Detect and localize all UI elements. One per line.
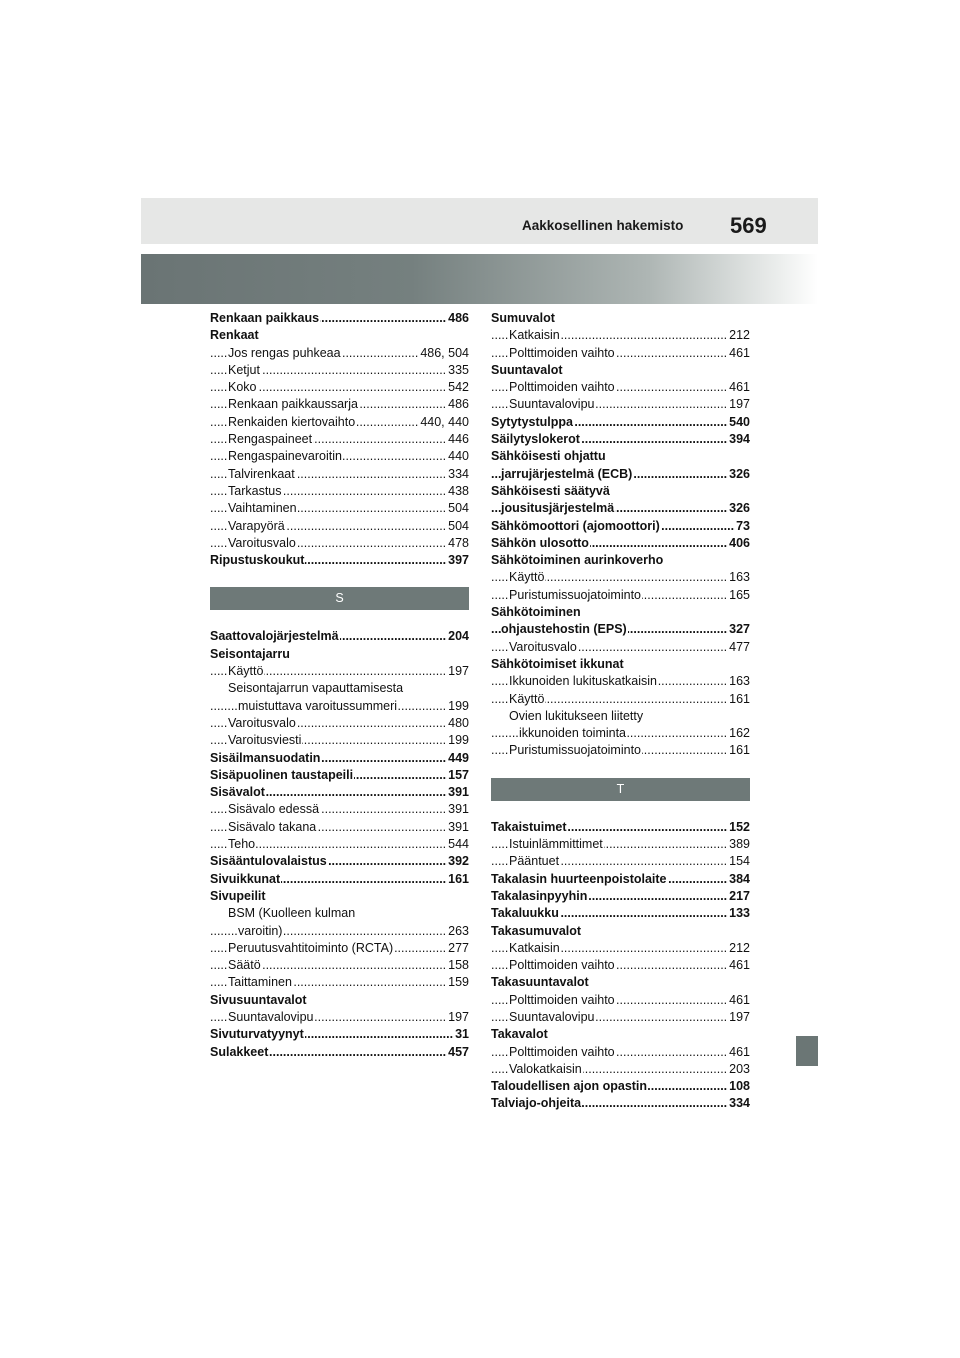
index-entry — [210, 974, 469, 991]
index-entry-term: Sisäpuolinen taustapeili — [210, 767, 354, 782]
index-entry-page[interactable]: 327 — [728, 621, 750, 638]
index-entry-page[interactable]: 161 — [728, 691, 750, 708]
index-entry-term: Ketjut — [228, 362, 260, 377]
index-entry-term: Suuntavalot — [491, 362, 563, 377]
index-entry — [491, 957, 750, 974]
section-title: Aakkosellinen hakemisto — [522, 218, 684, 233]
index-entry — [210, 992, 469, 1009]
index-entry — [491, 673, 750, 690]
index-entry — [491, 888, 750, 905]
index-entry-term: Sivupeilit — [210, 888, 266, 903]
index-entry-page[interactable]: 159 — [447, 974, 469, 991]
index-entry-page[interactable]: 263 — [447, 923, 469, 940]
index-entry-term: Ripustuskoukut — [210, 553, 305, 568]
index-entry-page[interactable]: 326 — [728, 466, 750, 483]
index-entry-page[interactable]: 161 — [728, 742, 750, 759]
index-column-left — [210, 310, 469, 1061]
index-entry — [491, 414, 750, 431]
index-entry-page[interactable]: 461 — [728, 957, 750, 974]
index-entry-page[interactable]: 406 — [728, 535, 750, 552]
index-entry-page[interactable]: 504 — [447, 518, 469, 535]
index-entry — [210, 310, 469, 327]
index-entry-page[interactable]: 540 — [728, 414, 750, 431]
index-entry-page[interactable]: 542 — [447, 379, 469, 396]
index-entry-term: Katkaisin — [509, 328, 560, 343]
index-entry-page[interactable]: 461 — [728, 379, 750, 396]
index-entry-term: Sulakkeet — [210, 1044, 269, 1059]
index-entry-term: Käyttö — [228, 664, 264, 679]
index-entry-term: ikkunoiden toiminta — [519, 726, 627, 741]
index-entry — [491, 819, 750, 836]
index-entry-term: varoitin) — [238, 923, 283, 938]
index-entry-term: Koko — [228, 380, 257, 395]
index-entry-page[interactable]: 461 — [728, 992, 750, 1009]
index-entry — [210, 698, 469, 715]
index-entry — [491, 604, 750, 621]
index-entry-term: Polttimoiden vaihto — [509, 380, 615, 395]
index-entry-term: Talviajo-ohjeita — [491, 1096, 582, 1111]
chapter-tab — [796, 1036, 818, 1066]
index-entry — [210, 819, 469, 836]
index-entry-page[interactable]: 391 — [447, 784, 469, 801]
index-entry — [491, 379, 750, 396]
index-entry — [210, 345, 469, 362]
index-entry-term: Ovien lukitukseen liitetty — [509, 708, 644, 723]
index-entry — [491, 466, 750, 483]
index-entry — [491, 940, 750, 957]
index-entry-term: Sivuturvatyynyt — [210, 1027, 304, 1042]
index-entry — [210, 923, 469, 940]
index-entry — [210, 1026, 469, 1043]
index-entry-term: Suuntavalovipu — [228, 1009, 314, 1024]
index-entry-page[interactable]: 197 — [728, 1009, 750, 1026]
index-entry-term: Sähkön ulosotto — [491, 535, 589, 550]
index-entry — [210, 379, 469, 396]
index-entry-term: BSM (Kuolleen kulman — [228, 906, 356, 921]
index-entry-page[interactable]: 486, 504 — [419, 345, 469, 362]
index-entry-term: Polttimoiden vaihto — [509, 1044, 615, 1059]
index-entry-term: Vaihtaminen — [228, 501, 297, 516]
index-entry-page[interactable]: 161 — [447, 871, 469, 888]
index-entry-term: Taloudellisen ajon opastin — [491, 1079, 648, 1094]
index-entry-page[interactable]: 157 — [447, 767, 469, 784]
index-entry-term: Varoitusvalo — [509, 639, 577, 654]
index-entry-term: Sytytystulppa — [491, 414, 573, 429]
index-entry-page[interactable]: 334 — [447, 466, 469, 483]
index-entry-term: Talvirenkaat — [228, 466, 295, 481]
index-entry — [491, 483, 750, 500]
index-entry — [210, 871, 469, 888]
index-entry-term: Sisävalo takana — [228, 819, 317, 834]
index-entry — [210, 1009, 469, 1026]
index-entry — [210, 905, 469, 922]
index-entry — [491, 1044, 750, 1061]
index-entry-term: Sisävalo edessä — [228, 802, 320, 817]
index-entry — [491, 448, 750, 465]
index-entry-term: Pääntuet — [509, 854, 560, 869]
index-entry-term: Varapyörä — [228, 518, 285, 533]
index-entry — [491, 621, 750, 638]
index-entry-page[interactable]: 152 — [728, 819, 750, 836]
index-entry-page[interactable]: 197 — [447, 1009, 469, 1026]
index-entry-page[interactable]: 394 — [728, 431, 750, 448]
index-entry — [210, 362, 469, 379]
index-entry-page[interactable]: 389 — [728, 836, 750, 853]
index-entry — [491, 569, 750, 586]
index-entry-page[interactable]: 478 — [447, 535, 469, 552]
index-entry — [210, 500, 469, 517]
index-entry — [491, 327, 750, 344]
index-entry-term: Käyttö — [509, 570, 545, 585]
index-entry — [210, 431, 469, 448]
index-entry-page[interactable]: 391 — [447, 819, 469, 836]
index-entry — [210, 767, 469, 784]
index-entry-term: Peruutusvahtitoiminto (RCTA) — [228, 940, 394, 955]
section-letter-s: S — [210, 587, 469, 610]
index-entry — [210, 628, 469, 645]
decorative-band — [141, 254, 818, 304]
index-entry — [210, 715, 469, 732]
index-entry — [491, 1009, 750, 1026]
index-entry-term: Taittaminen — [228, 975, 292, 990]
index-entry — [491, 905, 750, 922]
index-entry — [491, 535, 750, 552]
index-entry-term: Rengaspainevaroitin — [228, 449, 342, 464]
index-entry — [491, 1095, 750, 1112]
index-entry — [491, 396, 750, 413]
index-entry-page[interactable]: 199 — [447, 732, 469, 749]
index-entry-page[interactable]: 486 — [447, 310, 469, 327]
index-entry — [210, 801, 469, 818]
index-entry — [491, 974, 750, 991]
index-entry-page[interactable]: 438 — [447, 483, 469, 500]
index-entry-term: Polttimoiden vaihto — [509, 992, 615, 1007]
index-entry — [491, 431, 750, 448]
index-entry-term: Sähköisesti ohjattu — [491, 449, 606, 464]
index-entry — [210, 448, 469, 465]
index-entry-page[interactable]: 326 — [728, 500, 750, 517]
index-entry — [491, 691, 750, 708]
index-entry-term: Takaluukku — [491, 906, 559, 921]
index-entry-term: Tarkastus — [228, 483, 282, 498]
index-entry-term: jousitusjärjestelmä — [501, 501, 615, 516]
index-entry-page[interactable]: 277 — [447, 940, 469, 957]
index-entry-term: Takavalot — [491, 1027, 548, 1042]
index-entry-term: Sähkömoottori (ajomoottori) — [491, 518, 660, 533]
index-entry-page[interactable]: 392 — [447, 853, 469, 870]
index-entry-term: ohjaustehostin (EPS) — [501, 622, 627, 637]
index-entry-term: Katkaisin — [509, 940, 560, 955]
index-entry-page[interactable]: 335 — [447, 362, 469, 379]
index-entry-page[interactable]: 204 — [447, 628, 469, 645]
index-entry-page[interactable]: 212 — [728, 327, 750, 344]
index-entry-term: Takasuuntavalot — [491, 975, 589, 990]
index-entry-term: muistuttava varoitussummeri — [238, 698, 398, 713]
index-entry-term: Istuinlämmittimet — [509, 837, 603, 852]
index-entry-term: Ikkunoiden lukituskatkaisin — [509, 674, 657, 689]
index-entry — [210, 466, 469, 483]
index-entry — [210, 940, 469, 957]
page-number: 569 — [730, 213, 767, 238]
index-entry-page[interactable]: 165 — [728, 587, 750, 604]
index-entry — [210, 836, 469, 853]
index-entry — [491, 1061, 750, 1078]
index-entry — [491, 552, 750, 569]
index-entry — [491, 742, 750, 759]
index-entry-term: Puristumissuojatoiminto — [509, 587, 641, 602]
index-entry-term: Renkaat — [210, 328, 259, 343]
index-entry — [210, 535, 469, 552]
index-entry-term: Sähköisesti säätyvä — [491, 483, 610, 498]
index-entry-page[interactable]: 446 — [447, 431, 469, 448]
index-entry-term: Sivusuuntavalot — [210, 992, 307, 1007]
index-entry — [210, 680, 469, 697]
index-entry-page[interactable]: 154 — [728, 853, 750, 870]
index-entry — [210, 327, 469, 344]
index-entry-term: Säätö — [228, 958, 261, 973]
index-entry-page[interactable]: 197 — [728, 396, 750, 413]
index-entry-term: Varoitusviesti — [228, 733, 302, 748]
index-entry-term: Takalasin huurteenpoistolaite — [491, 871, 667, 886]
index-entry-page[interactable]: 440 — [447, 448, 469, 465]
index-entry-term: Saattovalojärjestelmä — [210, 629, 339, 644]
index-entry — [491, 518, 750, 535]
index-entry-term: Puristumissuojatoiminto — [509, 743, 641, 758]
index-entry-term: jarrujärjestelmä (ECB) — [501, 466, 633, 481]
index-entry — [210, 957, 469, 974]
index-entry-page[interactable]: 203 — [728, 1061, 750, 1078]
index-entry-term: Varoitusvalo — [228, 535, 296, 550]
index-entry-term: Sähkötoiminen aurinkoverho — [491, 553, 664, 568]
index-entry-page[interactable]: 544 — [447, 836, 469, 853]
index-entry-term: Seisontajarrun vapauttamisesta — [228, 681, 404, 696]
index-entry-term: Sisäilmansuodatin — [210, 750, 321, 765]
index-entry-page[interactable]: 199 — [447, 698, 469, 715]
index-entry-page[interactable]: 480 — [447, 715, 469, 732]
index-entry — [491, 1078, 750, 1095]
index-entry-page[interactable]: 108 — [728, 1078, 750, 1095]
index-entry-page[interactable]: 334 — [728, 1095, 750, 1112]
index-entry-term: Sähkötoimiset ikkunat — [491, 656, 624, 671]
index-entry-term: Sisävalot — [210, 785, 265, 800]
index-entry-term: Jos rengas puhkeaa — [228, 345, 341, 360]
index-entry — [491, 362, 750, 379]
index-entry-term: Sumuvalot — [491, 311, 555, 325]
index-entry-page[interactable]: 162 — [728, 725, 750, 742]
index-entry — [491, 656, 750, 673]
index-entry — [210, 888, 469, 905]
index-entry-page[interactable]: 461 — [728, 345, 750, 362]
index-entry — [491, 725, 750, 742]
index-entry-term: Teho — [228, 837, 256, 852]
index-entry-page[interactable]: 163 — [728, 569, 750, 586]
header-bar — [141, 198, 818, 244]
index-entry-term: Takalasinpyyhin — [491, 888, 588, 903]
index-entry-term: Valokatkaisin — [509, 1061, 582, 1076]
index-entry-term: Säilytyslokerot — [491, 432, 580, 447]
index-entry-page[interactable]: 440, 440 — [419, 414, 469, 431]
index-entry-term: Sisääntulovalaistus — [210, 854, 327, 869]
index-entry-page[interactable]: 217 — [728, 888, 750, 905]
index-entry-term: Seisontajarru — [210, 646, 290, 661]
index-entry — [491, 310, 750, 327]
index-entry-page[interactable]: 158 — [447, 957, 469, 974]
index-entry-term: Käyttö — [509, 691, 545, 706]
index-entry-term: Renkaan paikkaus — [210, 311, 320, 325]
index-entry — [491, 992, 750, 1009]
index-entry-page[interactable]: 457 — [447, 1044, 469, 1061]
index-entry-term: Renkaan paikkaussarja — [228, 397, 358, 412]
index-entry-page[interactable]: 391 — [447, 801, 469, 818]
index-entry-term: Polttimoiden vaihto — [509, 958, 615, 973]
index-entry-term: Takaistuimet — [491, 819, 567, 834]
index-entry — [210, 784, 469, 801]
index-entry — [210, 732, 469, 749]
index-entry-page[interactable]: 461 — [728, 1044, 750, 1061]
index-entry-page[interactable]: 504 — [447, 500, 469, 517]
index-entry — [210, 414, 469, 431]
index-entry — [210, 663, 469, 680]
index-entry — [491, 639, 750, 656]
index-entry — [210, 646, 469, 663]
index-entry-term: Suuntavalovipu — [509, 1009, 595, 1024]
index-entry-page[interactable]: 449 — [447, 750, 469, 767]
index-entry-page[interactable]: 384 — [728, 871, 750, 888]
index-entry-term: Rengaspaineet — [228, 432, 313, 447]
index-entry-page[interactable]: 163 — [728, 673, 750, 690]
index-entry-page[interactable]: 73 — [735, 518, 750, 535]
index-entry-page[interactable]: 486 — [447, 396, 469, 413]
index-entry-page[interactable]: 212 — [728, 940, 750, 957]
index-entry-page[interactable]: 397 — [447, 552, 469, 569]
index-entry — [491, 587, 750, 604]
index-entry-term: Suuntavalovipu — [509, 397, 595, 412]
index-entry — [210, 750, 469, 767]
index-entry — [491, 1026, 750, 1043]
index-entry — [210, 518, 469, 535]
index-entry — [491, 345, 750, 362]
index-entry-page[interactable]: 477 — [728, 639, 750, 656]
index-entry-term: Varoitusvalo — [228, 715, 296, 730]
index-entry — [210, 1044, 469, 1061]
index-entry — [210, 396, 469, 413]
index-entry — [491, 923, 750, 940]
index-entry — [491, 836, 750, 853]
index-entry — [491, 853, 750, 870]
index-entry — [491, 708, 750, 725]
index-entry-term: Polttimoiden vaihto — [509, 345, 615, 360]
index-entry-term: Renkaiden kiertovaihto — [228, 414, 356, 429]
index-entry — [491, 871, 750, 888]
index-column-right — [491, 310, 750, 1113]
index-entry-page[interactable]: 31 — [454, 1026, 469, 1043]
index-entry-page[interactable]: 197 — [447, 663, 469, 680]
index-entry-term: Sähkötoiminen — [491, 605, 581, 620]
index-entry-term: Sivuikkunat — [210, 871, 281, 886]
index-entry — [491, 500, 750, 517]
section-letter-t: T — [491, 778, 750, 801]
index-entry-page[interactable]: 133 — [728, 905, 750, 922]
index-entry — [210, 552, 469, 569]
index-entry — [210, 853, 469, 870]
index-entry-term: Takasumuvalot — [491, 923, 582, 938]
index-entry — [210, 483, 469, 500]
